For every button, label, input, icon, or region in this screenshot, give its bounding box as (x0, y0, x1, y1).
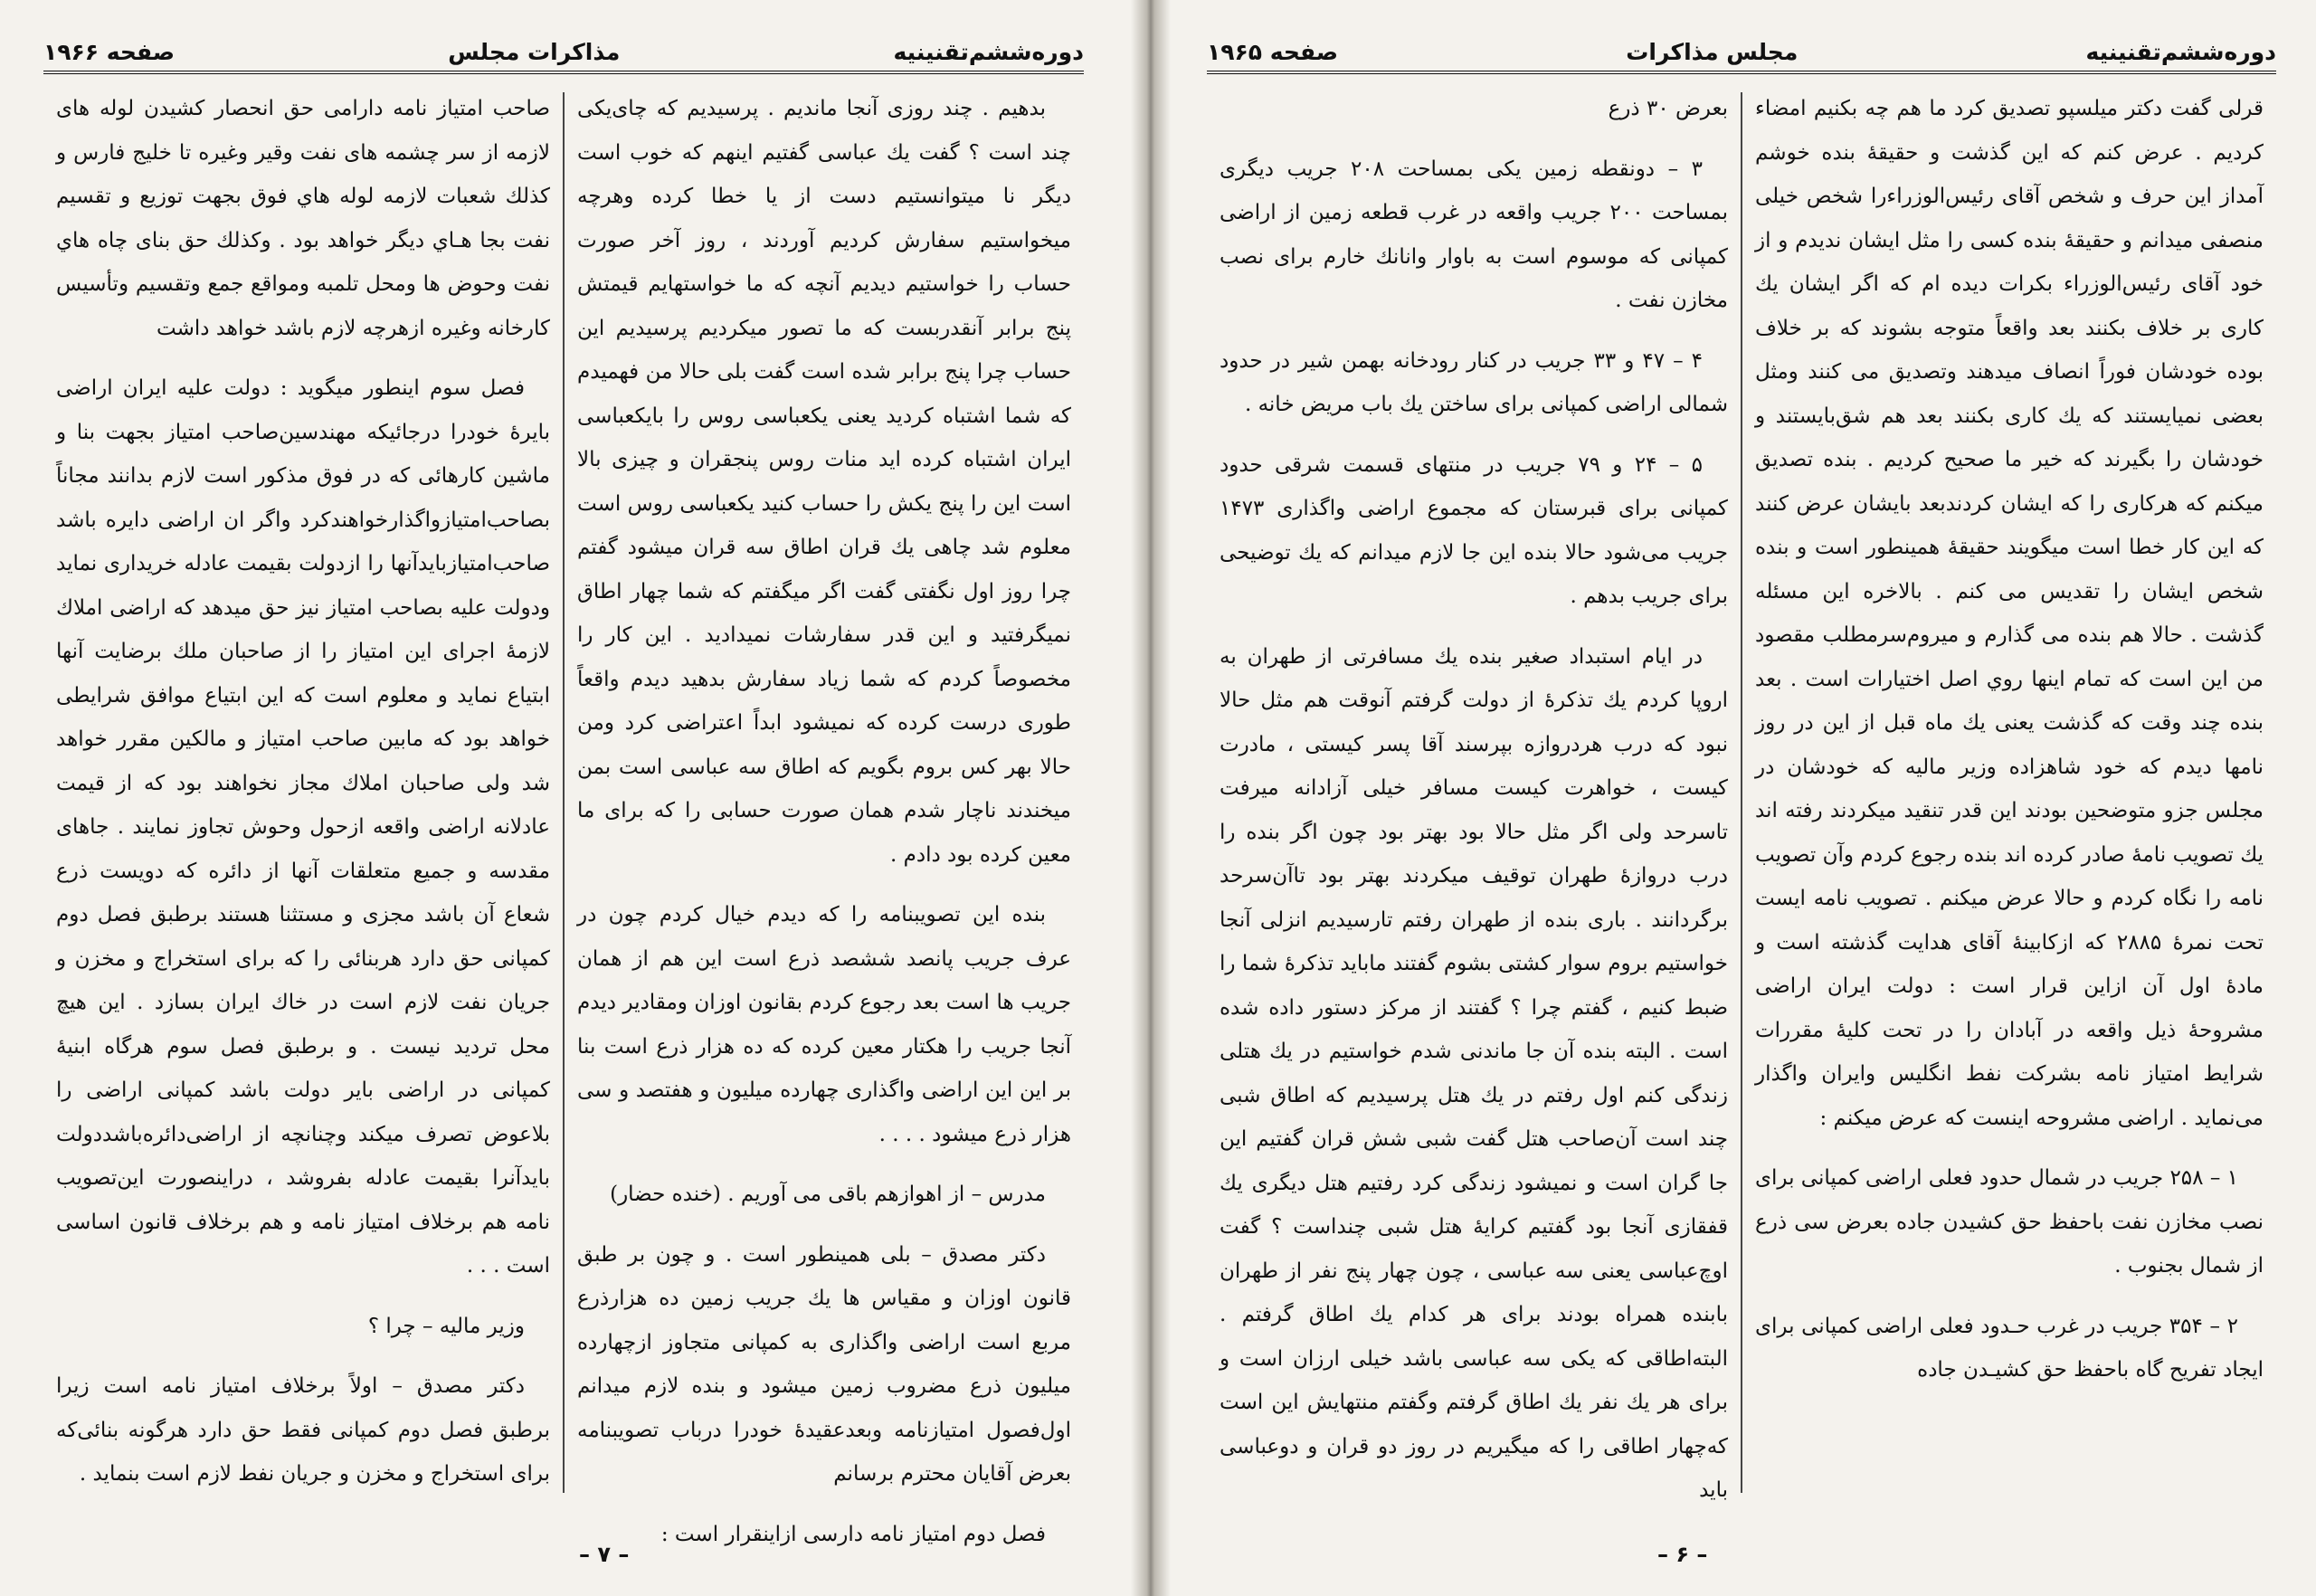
paragraph: وزیر مالیه – چرا ؟ (367, 1314, 525, 1338)
page-number: – ۷ – (579, 1542, 630, 1567)
paragraph: ۵ – ۲۴ و ۷۹ جریب در منتهای قسمت شرقی حدود کمپانی برای قبرستان که مجموع اراضی واگذاری ۱۴۷۳ جریب می‌شود حالا بنده این جا لازم میدانم که یك توضیحی برای جریب بدهم . (1220, 452, 1728, 608)
paragraph: در ایام استبداد صغیر بنده یك مسافرتی از طهران به اروپا کردم یك تذکرهٔ از دولت گرفتم آنوقت هم مثل حالا نبود که درب هردروازه بپرسند آقا پسر کیستی ، مادرت کیست ، خواهرت کیست مسافر خیلی آزادانه میرفت تاسرحد ولی اگر مثل حالا بود بهتر بود چون اگر بنده را درب دروازهٔ طهران توقیف میکردند بهتر بود تاآن‌سرحد برگردانند . باری بنده از طهران رفتم تارسیدیم انزلی آنجا خواستیم بروم سوار کشتی بشوم گفتند ماباید تذکرهٔ شما را ضبط کنیم ، گفتم چرا ؟ گفتند از مرکز دستور داده شده است . البته بنده آن جا ماندنی شدم خواستیم در یك هتلی زندگی کنم اول رفتم در یك هتل پرسیدیم که اطاق شبی چند است آن‌صاحب هتل گفت شبی شش قران گفتیم این جا گران است و نمیشود زندگی کرد رفتیم هتل دیگری یك قفقازی آنجا بود گفتیم کرایهٔ هتل شبی چنداست ؟ گفت اوچ‌عباسی یعنی سه عباسی ، چون چهار پنج نفر از طهران بابنده همراه بودند برای هر کدام یك اطاق گرفتم . البته‌اطاقی که یکی سه عباسی باشد خیلی ارزان است و برای هر یك نفر یك اطاق گرفتم وگفتم منتهایش این است که‌چهار اطاقی را که میگیریم در روز دو قران و دوعباسی باید (1220, 644, 1728, 1502)
paragraph: بنده این تصویبنامه را که دیدم خیال کردم چون در عرف جریب پانصد ششصد ذرع است این هم از همان جریب ها است بعد رجوع کردم بقانون اوزان ومقادیر دیدم آنجا جریب را هکتار معین کرده که ده هزار ذرع است بنا بر این این اراضی واگذاری چهارده میلیون و هفتصد و سی هزار ذرع میشود . . . . (577, 903, 1071, 1146)
paragraph: دکتر مصدق – اولاً برخلاف امتیاز نامه است زیرا برطبق فصل دوم کمپانی فقط حق دارد هرگونه بنائی‌که برای استخراج و مخزن و جریان نفط لازم است بنماید . (56, 1374, 550, 1486)
paragraph: ۲ – ۳۵۴ جریب در غرب حـدود فعلی اراضی کمپانی برای ایجاد تفریح گاه باحفظ حق کشیـدن جاده (1755, 1314, 2264, 1382)
column-rule (1741, 92, 1742, 1493)
right-page-columns (1207, 87, 2276, 1502)
paragraph: قرلی گفت دکتر میلسپو تصدیق کرد ما هم چه بکنیم امضاء کردیم . عرض کنم که این گذشت و حقیقهٔ بنده خوشم آمداز این حرف و شخص آقای رئیس‌الوزراءرا شخص خیلی منصفی میدانم و حقیقهٔ بنده کسی را مثل ایشان ندیدم و از خود آقای رئیس‌الوزراء بکرات دیده ام که اگر ایشان یك کاری بر خلاف بکنند بعد واقعاً متوجه بشوند که بر خلاف بوده خودشان فوراً انصاف میدهند وتصدیق می کنند ومثل بعضی نمیایستند که یك کاری بکنند بعد هم شق‌بایستند و خودشان را بگیرند که خیر ما صحیح کردیم . بنده تصدیق میکنم که هرکاری را که ایشان کردندبعد بایشان عرض کنند که این کار خطا است میگویند حقیقهٔ همینطور است و بنده شخص ایشان را تقدیس می کنم . بالاخره این مسئله گذشت . حالا هم بنده می گذارم و میروم‌سرمطلب مقصود من این است که تمام اینها روي اصل اختیارات است . بعد بنده چند وقت که گذشت یعنی یك ماه قبل از این در روز نامها دیدم که خود شاهزاده وزیر مالیه که خودشان در مجلس جزو متوضحین بودند این قدر تنقید میکردند رفته اند یك تصویب نامهٔ صادر کرده اند بنده رجوع کردم وآن تصویب نامه را نگاه کردم و حالا عرض میکنم . تصویب نامه ایست تحت نمرهٔ ۲۸۸۵ که ازکابینهٔ آقای هدایت گذشته است و مادهٔ اول آن ازاین قرار است : دولت ایران اراضی مشروحهٔ ذیل واقعه در آبادان را در تحت کلیهٔ مقررات شرایط امتیاز نامه بشرکت نفط انگلیس وایران واگذار می‌نماید . اراضی مشروحه اینست که عرض میکنم : (1755, 97, 2264, 1130)
running-title: مذاکرات مجلس (448, 39, 621, 65)
column-rule (563, 92, 565, 1493)
left-page-header (43, 25, 1084, 74)
paragraph: فصل دوم امتیاز نامه دارسی ازاینقرار است : (660, 1522, 1046, 1546)
column-left (1207, 87, 1741, 1502)
paragraph: ۳ – دونقطه زمین یکی بمساحت ۲۰۸ جریب دیگری بمساحت ۲۰۰ جریب واقعه در غرب قطعه زمین از اراضی کمپانی که موسوم است به باوار وانانك خارم برای نصب مخازن نفت . (1220, 157, 1728, 312)
paragraph: صاحب امتیاز نامه دارامی حق انحصار کشیدن لوله های لازمه از سر چشمه های نفت وقیر وغیره تا خلیج فارس و کذلك شعبات لازمه لوله هاي فوق بجهت توزیع و تقسیم نفت بجا هـاي دیگر خواهد بود . وکذلك حق بنای چاه هاي نفت وحوض ها ومحل تلمبه ومواقع جمع وتقسیم وتأسیس کارخانه وغیره ازهرچه لازم باشد خواهد داشت (56, 97, 550, 340)
page-label: صفحه ۱۹۶۵ (1207, 39, 1339, 65)
page-number: – ۶ – (1657, 1542, 1708, 1567)
paragraph: دکتر مصدق – بلی همینطور است . و چون بر طبق قانون اوزان و مقیاس ها یك جریب زمین ده هزارذرع مربع است اراضی واگذاری به کمپانی متجاوز ازچهارده میلیون ذرع مضروب زمین میشود و بنده لازم میدانم اول‌فصول امتیازنامه وبعدعقیدهٔ خودرا درباب تصویبنامه بعرض آقایان محترم برسانم (577, 1242, 1071, 1486)
paragraph: بعرض ۳۰ ذرع (1608, 97, 1728, 120)
paragraph: مدرس – از اهوازهم باقی می آوریم . (خنده حضار) (610, 1183, 1046, 1206)
running-title: مجلس مذاکرات (1626, 39, 1799, 65)
right-page-header (1207, 25, 2276, 74)
paragraph: فصل سوم اینطور میگوید : دولت علیه ایران اراضی بایرهٔ خودرا درجائیکه مهندسین‌صاحب امتیاز بجهت بنا و ماشین کارهائی که در فوق مذکور است لازم بدانند مجاناً بصاحب‌امتیازواگذارخواهندکرد واگر ان اراضی دایره باشد صاحب‌امتیازبایدآنها را ازدولت بقیمت عادله خریداری نماید ودولت علیه بصاحب امتیاز نیز حق میدهد که اراضی املاك لازمهٔ اجرای این امتیاز را از صاحبان ملك برضایت آنها ابتیاع نماید و معلوم است که این ابتیاع موافق شرایطی خواهد بود که مابین صاحب امتیاز و مالکین مقرر خواهد شد ولی صاحبان املاك مجاز نخواهند بود که از قیمت عادلانه اراضی واقعه ازحول وحوش تجاوز نمایند . جاهای مقدسه و جمیع متعلقات آنها از دائره که دویست ذرع شعاع آن باشد مجزی و مستثنا هستند برطبق فصل دوم کمپانی حق دارد هربنائی را که برای استخراج و مخزن و جریان نفت لازم است در خاك ایران بسازد . این هیچ محل تردید نیست . و برطبق فصل سوم هرگاه ابنیهٔ کمپانی در اراضی بایر دولت باشد کمپانی اراضی را بلاعوض تصرف میکند وچنانچه از اراضی‌دائره‌باشددولت بایدآنرا بقیمت عادله بفروشد ، دراینصورت این‌تصویب نامه هم برخلاف امتیاز نامه و هم برخلاف قانون اساسی است . . . (56, 376, 550, 1278)
left-page (0, 0, 1151, 1596)
book-gutter (1131, 0, 1171, 1596)
column-right (565, 87, 1084, 1546)
right-page (1151, 0, 2316, 1596)
page-label: صفحه ۱۹۶۶ (43, 39, 176, 65)
paragraph: بدهیم . چند روزی آنجا ماندیم . پرسیدیم که چای‌یکی چند است ؟ گفت یك عباسی گفتیم اینهم که خوب است دیگر نا میتوانستیم دست از یا خطا کرده وهرچه میخواستیم سفارش کردیم آوردند ، روز آخر صورت حساب را خواستیم دیدیم آنچه که ما خواستهایم قیمتش پنج برابر آنقدربست که ما تصور میکردیم پرسیدیم این حساب چرا پنج برابر شده است گفت بلی حالا من فهمیدم که شما اشتباه کردید یعنی یکعباسی روس را بایکعباسی ایران اشتباه کرده اید منات روس پنجقران و چیزی بالا است این را پنج یکش را حساب کنید یکعباسی روس است معلوم شد چاهی یك قران اطاق سه قران میشود گفتم چرا روز اول نگفتی گفت اگر میگفتم که شما چهار اطاق نمیگرفتید و این قدر سفارشات نمیدادید . این کار را مخصوصاً کردم که شما زیاد سفارش بدهید دیدم واقعاً طوری درست کرده که نمیشود ابداً اعتراضی کرد ومن حالا بهر کس بروم بگویم که اطاق سه عباسی است بمن میخندند ناچار شدم همان صورت حسابی را که برای ما معین کرده بود دادم . (577, 97, 1071, 867)
left-page-columns (43, 87, 1084, 1546)
column-left (43, 87, 563, 1498)
session-label: دوره‌ششم‌تقنینیه (2085, 39, 2276, 65)
paragraph: ۱ – ۲۵۸ جریب در شمال حدود فعلی اراضی کمپانی برای نصب مخازن نفت باحفظ حق کشیدن جاده بعرض سی ذرع از شمال بجنوب . (1755, 1166, 2264, 1278)
session-label: دوره‌ششم‌تقنینیه (893, 39, 1084, 65)
paragraph: ۴ – ۴۷ و ۳۳ جریب در کنار رودخانه بهمن شیر در حدود شمالی اراضی کمپانی برای ساختن یك باب مریض خانه . (1220, 348, 1728, 416)
column-right (1742, 87, 2276, 1498)
